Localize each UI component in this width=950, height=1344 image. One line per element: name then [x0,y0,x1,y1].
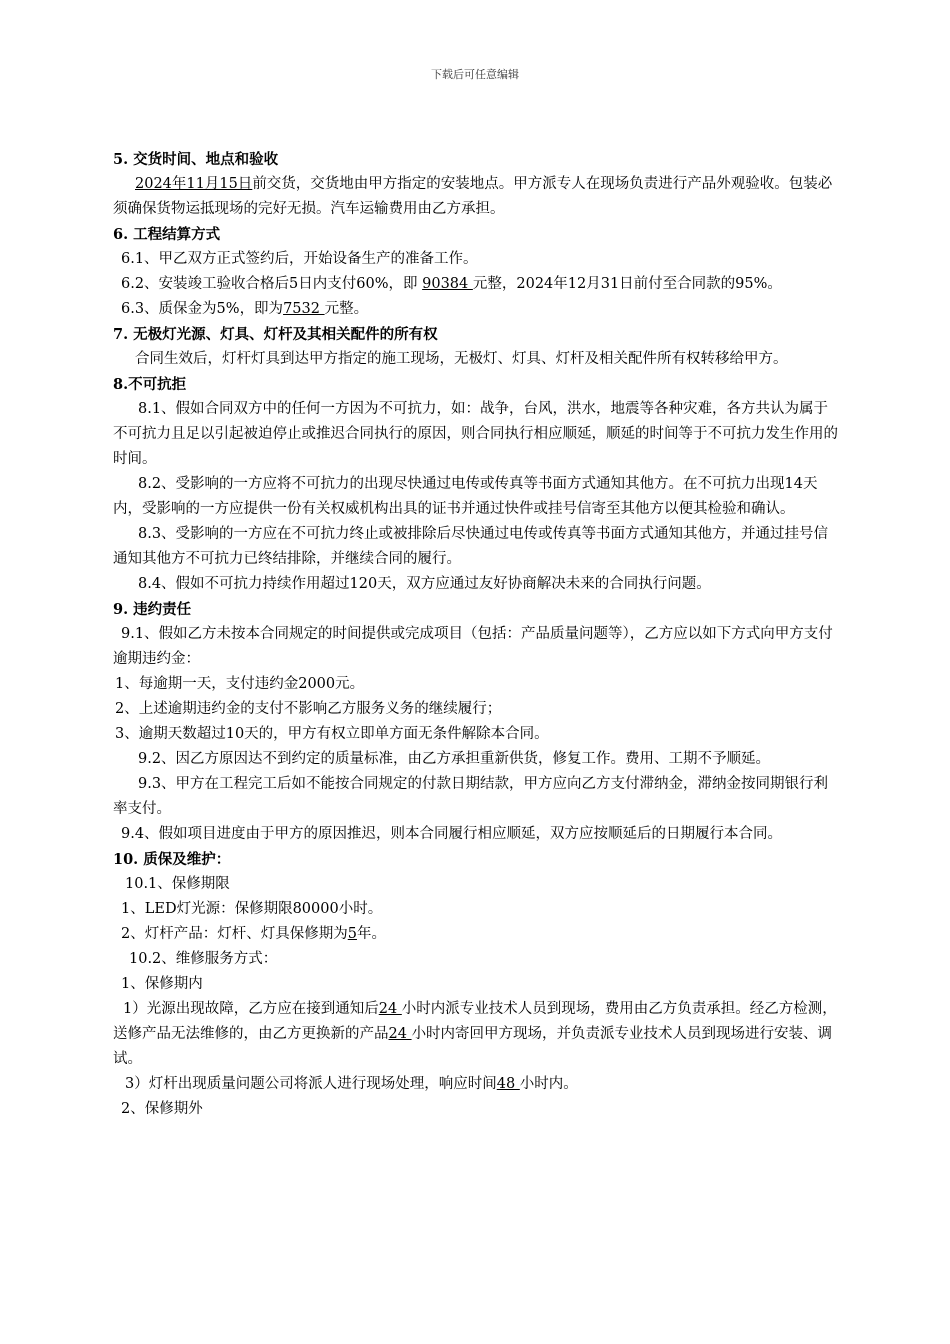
clause-6-3-part1: 6.3、质保金为5%，即为 [121,301,284,317]
section-9-title: 9. 违约责任 [113,601,192,618]
clause-8-3: 8.3、受影响的一方应在不可抗力终止或被排除后尽快通过电传或传真等书面方式通知其他方，并通过挂号信通知其他方不可抗力已终结排除，并继续合同的履行。 [113,526,829,567]
section-5-text [113,172,838,222]
clause-10-2-in-warranty: 1、保修期内 [121,976,203,992]
clause-6-1: 6.1、甲乙双方正式签约后，开始设备生产的准备工作。 [121,251,478,267]
clause-6-2-part1: 6.2、安装竣工验收合格后5日内支付60%，即 [121,276,423,292]
section-10-title: 10. 质保及维护： [113,851,231,868]
clause-6-3 [113,297,838,322]
clause-8-1: 8.1、假如合同双方中的任何一方因为不可抗力，如：战争，台风，洪水，地震等各种灾难，各方共认为属于不可抗力且足以引起被迫停止或推迟合同执行的原因，则合同执行相应顺延，顺延的时间等于不可抗力发生作用的时间。 [113,401,838,467]
payment-amount: 90384 [422,276,473,292]
clause-6-2 [113,272,838,297]
clause-9-1-item-2: 2、上述逾期违约金的支付不影响乙方服务义务的继续履行； [115,701,502,717]
clause-10-2-item-1 [113,997,838,1072]
clause-8-4: 8.4、假如不可抗力持续作用超过120天，双方应通过友好协商解决未来的合同执行问题。 [138,576,711,592]
warranty-amount: 7532 [283,301,325,317]
contract-body [113,147,838,1122]
clause-10-1-item-2 [113,922,838,947]
response-hours-2: 24 [388,1026,412,1042]
clause-9-3: 9.3、甲方在工程完工后如不能按合同规定的付款日期结款，甲方应向乙方支付滞纳金，滞纳金按同期银行利率支付。 [113,776,829,817]
page-header: 下载后可任意编辑 [431,68,519,81]
section-5-title: 5. 交货时间、地点和验收 [113,151,279,168]
clause-9-1: 9.1、假如乙方未按本合同规定的时间提供或完成项目（包括：产品质量问题等），乙方应以如下方式向甲方支付逾期违约金： [113,626,833,667]
clause-10-2-item-1-part2: 小时内派专业技术人员到现场，费用由乙方负责承担。经乙方检测，送修产品无法维修的，由乙方更换新的产品 [113,1001,837,1042]
response-hours-1: 24 [378,1001,402,1017]
clause-10-2: 10.2、维修服务方式： [129,951,278,967]
section-8-title: 8.不可抗拒 [113,376,187,393]
clause-10-2-item-3-part2: 小时内。 [519,1076,578,1092]
clause-6-3-part2: 元整。 [324,301,369,317]
clause-9-1-item-3: 3、逾期天数超过10天的，甲方有权立即单方面无条件解除本合同。 [115,726,549,742]
clause-6-2-part2: 元整，2024年12月31日前付至合同款的95%。 [472,276,782,292]
clause-10-2-item-3 [113,1072,838,1097]
section-5-body: 前交货，交货地由甲方指定的安装地点。甲方派专人在现场负责进行产品外观验收。包装必须确保货物运抵现场的完好无损。汽车运输费用由乙方承担。 [113,176,833,217]
clause-10-2-item-1-part1: 1）光源出现故障，乙方应在接到通知后 [123,1001,379,1017]
clause-9-1-item-1: 1、每逾期一天，支付违约金2000元。 [115,676,365,692]
warranty-years: 5 [347,926,357,942]
delivery-date: 2024年11月15日 [135,176,253,192]
response-hours-3: 48 [496,1076,520,1092]
section-6-title: 6. 工程结算方式 [113,226,221,243]
clause-8-2: 8.2、受影响的一方应将不可抗力的出现尽快通过电传或传真等书面方式通知其他方。在不可抗力出现14天内，受影响的一方应提供一份有关权威机构出具的证书并通过快件或挂号信寄至其他方以便其检验和确认。 [113,476,818,517]
clause-10-1-item-2-part1: 2、灯杆产品：灯杆、灯具保修期为 [121,926,348,942]
section-7-text: 合同生效后，灯杆灯具到达甲方指定的施工现场，无极灯、灯具、灯杆及相关配件所有权转移给甲方。 [135,351,788,367]
clause-10-1-item-2-part2: 年。 [356,926,386,942]
clause-10-2-item-3-part1: 3）灯杆出现质量问题公司将派人进行现场处理，响应时间 [125,1076,497,1092]
section-7-title: 7. 无极灯光源、灯具、灯杆及其相关配件的所有权 [113,326,438,343]
clause-10-1-item-1: 1、LED灯光源：保修期限80000小时。 [121,901,383,917]
clause-10-1: 10.1、保修期限 [125,876,230,892]
clause-10-2-item-1-part3: 小时内寄回甲方现场，并负责派专业技术人员到现场进行安装、调试。 [113,1026,833,1067]
clause-9-2: 9.2、因乙方原因达不到约定的质量标准，由乙方承担重新供货，修复工作。费用、工期不予顺延。 [138,751,771,767]
clause-9-4: 9.4、假如项目进度由于甲方的原因推迟，则本合同履行相应顺延，双方应按顺延后的日期履行本合同。 [121,826,783,842]
clause-10-2-out-warranty: 2、保修期外 [121,1101,203,1117]
